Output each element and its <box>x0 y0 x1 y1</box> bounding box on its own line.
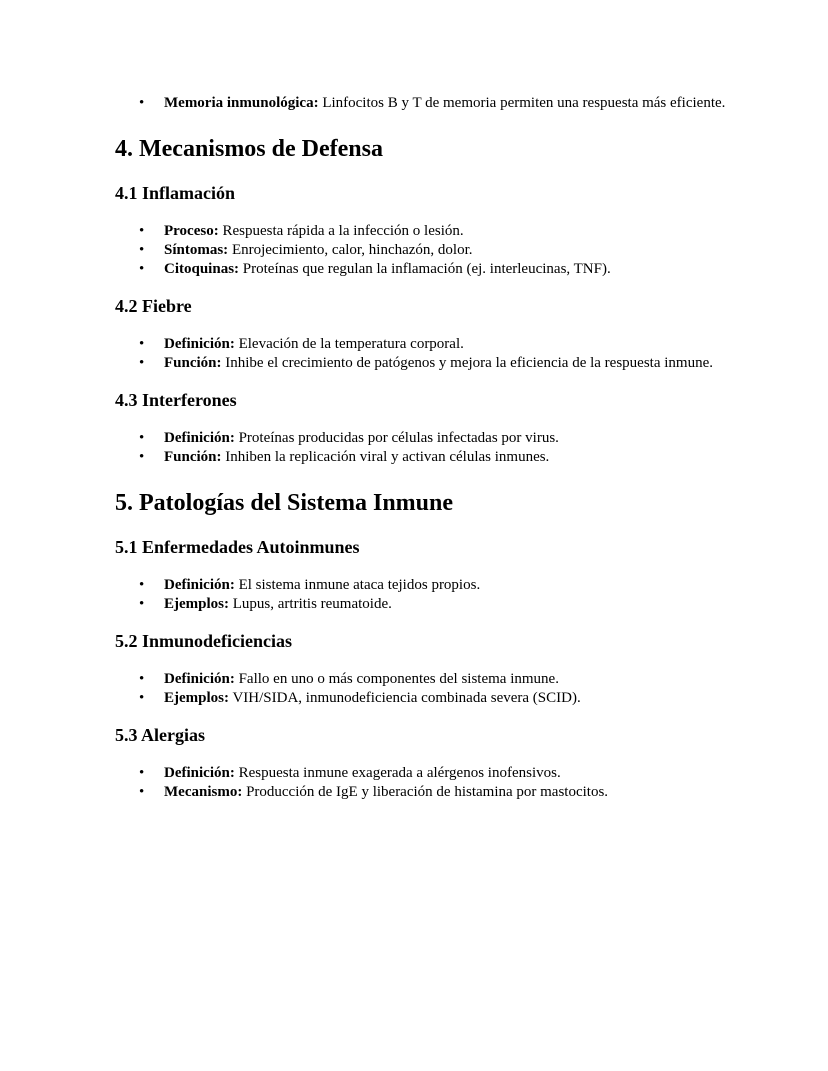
bullet-list <box>115 576 735 614</box>
list-item <box>115 783 735 802</box>
list-item <box>115 94 735 113</box>
item-term: Definición: <box>164 671 235 687</box>
document-page <box>115 94 735 802</box>
bullet-icon: • <box>139 95 145 111</box>
list-item <box>115 335 735 354</box>
bullet-icon: • <box>139 449 145 465</box>
item-term: Definición: <box>164 765 235 781</box>
list-item <box>115 764 735 783</box>
bullet-icon: • <box>139 784 145 800</box>
list-item <box>115 354 735 373</box>
list-item <box>115 448 735 467</box>
item-text: Proteínas que regulan la inflamación (ej. interleucinas, TNF). <box>239 261 611 277</box>
list-item <box>115 689 735 708</box>
list-item <box>115 670 735 689</box>
item-text: Inhibe el crecimiento de patógenos y mejora la eficiencia de la respuesta inmune. <box>221 355 713 371</box>
item-text: Enrojecimiento, calor, hinchazón, dolor. <box>228 242 473 258</box>
item-term: Definición: <box>164 336 235 352</box>
item-text: Fallo en uno o más componentes del sistema inmune. <box>234 671 559 687</box>
section-title: 5. Patologías del Sistema Inmune <box>115 490 454 516</box>
list-item <box>115 595 735 614</box>
bullet-icon: • <box>139 223 145 239</box>
list-item <box>115 222 735 241</box>
item-text: Inhiben la replicación viral y activan células inmunes. <box>221 449 550 465</box>
item-text: Producción de IgE y liberación de histamina por mastocitos. <box>242 784 609 800</box>
subsection-title: 4.3 Interferones <box>115 390 237 410</box>
item-text: Lupus, artritis reumatoide. <box>229 596 392 612</box>
item-term: Proceso: <box>164 223 219 239</box>
intro-list <box>115 94 735 113</box>
item-text: El sistema inmune ataca tejidos propios. <box>234 577 481 593</box>
item-term: Memoria inmunológica: <box>164 95 319 111</box>
bullet-icon: • <box>139 765 145 781</box>
item-text: Elevación de la temperatura corporal. <box>234 336 464 352</box>
item-term: Función: <box>164 449 222 465</box>
item-term: Ejemplos: <box>164 690 229 706</box>
subsection-title: 5.3 Alergias <box>115 725 205 745</box>
bullet-icon: • <box>139 596 145 612</box>
bullet-icon: • <box>139 577 145 593</box>
bullet-icon: • <box>139 355 145 371</box>
bullet-icon: • <box>139 242 145 258</box>
item-text: VIH/SIDA, inmunodeficiencia combinada severa (SCID). <box>229 690 581 706</box>
item-term: Definición: <box>164 430 235 446</box>
item-text: Respuesta rápida a la infección o lesión. <box>218 223 464 239</box>
bullet-list <box>115 222 735 279</box>
bullet-list <box>115 764 735 802</box>
bullet-icon: • <box>139 690 145 706</box>
item-term: Definición: <box>164 577 235 593</box>
bullet-list <box>115 429 735 467</box>
item-text: Respuesta inmune exagerada a alérgenos inofensivos. <box>234 765 561 781</box>
item-term: Función: <box>164 355 222 371</box>
section-title: 4. Mecanismos de Defensa <box>115 136 383 162</box>
list-item <box>115 260 735 279</box>
list-item <box>115 241 735 260</box>
subsection-title: 5.2 Inmunodeficiencias <box>115 631 293 651</box>
bullet-list <box>115 670 735 708</box>
bullet-list <box>115 335 735 373</box>
bullet-icon: • <box>139 430 145 446</box>
item-text: Linfocitos B y T de memoria permiten una respuesta más eficiente. <box>318 95 726 111</box>
item-term: Mecanismo: <box>164 784 243 800</box>
item-term: Citoquinas: <box>164 261 240 277</box>
list-item <box>115 429 735 448</box>
item-term: Ejemplos: <box>164 596 229 612</box>
item-term: Síntomas: <box>164 242 229 258</box>
bullet-icon: • <box>139 671 145 687</box>
bullet-icon: • <box>139 336 145 352</box>
bullet-icon: • <box>139 261 145 277</box>
subsection-title: 4.1 Inflamación <box>115 183 236 203</box>
subsection-title: 5.1 Enfermedades Autoinmunes <box>115 537 360 557</box>
subsection-title: 4.2 Fiebre <box>115 296 192 316</box>
item-text: Proteínas producidas por células infectadas por virus. <box>234 430 559 446</box>
list-item <box>115 576 735 595</box>
